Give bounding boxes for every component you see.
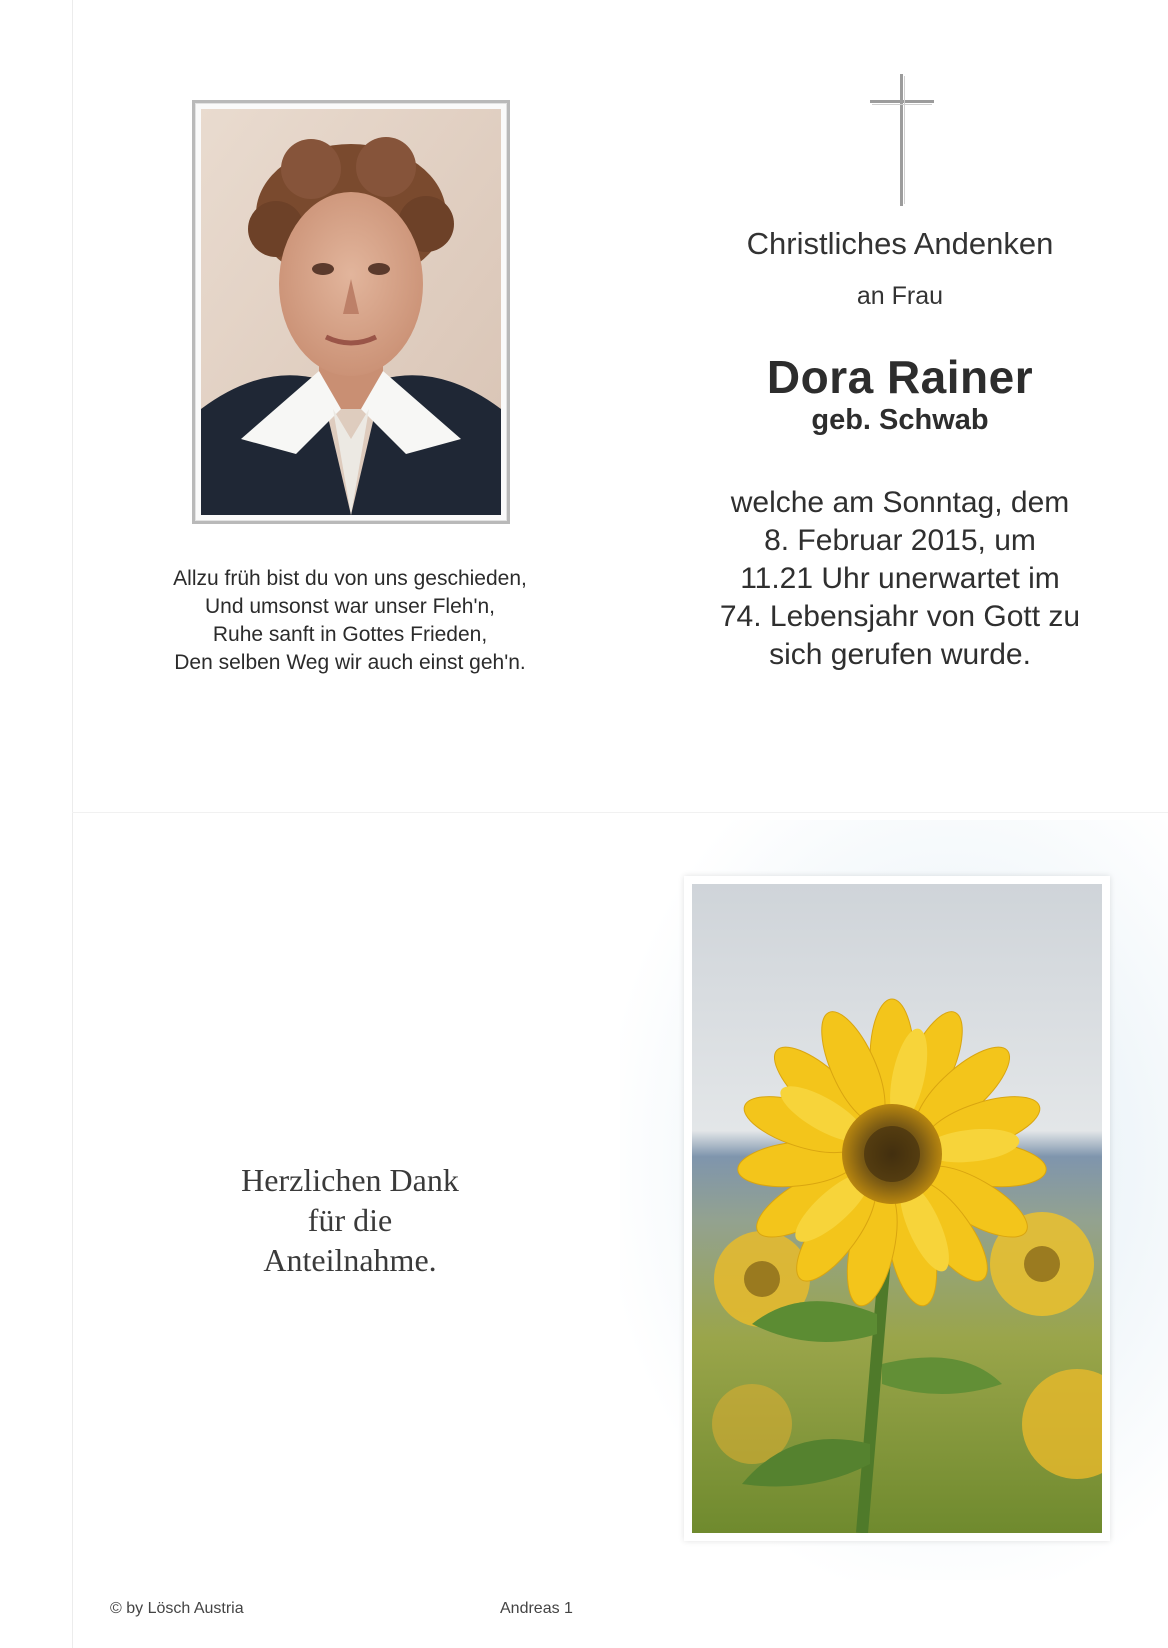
announcement-line: sich gerufen wurde. <box>769 638 1031 671</box>
announcement-line: 74. Lebensjahr von Gott zu <box>719 600 1081 633</box>
portrait-frame <box>192 100 510 524</box>
poem-line: Und umsonst war unser Fleh'n, <box>205 595 495 618</box>
memorial-heading: Christliches Andenken <box>746 226 1054 261</box>
thanks-line: Anteilnahme. <box>263 1242 437 1278</box>
thanks-message <box>180 1160 520 1280</box>
panel-divider <box>72 812 1168 813</box>
cross-icon <box>870 74 934 206</box>
sunflower-frame <box>684 876 1110 1541</box>
poem-line: Den selben Weg wir auch einst geh'n. <box>174 651 526 674</box>
announcement-line: 8. Februar 2015, um <box>764 524 1036 557</box>
deceased-name: Dora Rainer <box>766 351 1034 403</box>
announcement-line: welche am Sonntag, dem <box>730 486 1070 519</box>
card-design-code: Andreas 1 <box>500 1600 573 1617</box>
death-announcement <box>680 484 1120 674</box>
thanks-line: Herzlichen Dank <box>241 1162 459 1198</box>
poem <box>130 565 570 677</box>
poem-line: Allzu früh bist du von uns geschieden, <box>173 567 527 590</box>
poem-line: Ruhe sanft in Gottes Frieden, <box>212 623 488 646</box>
sunflower-photo <box>692 884 1102 1533</box>
announcement-line: 11.21 Uhr unerwartet im <box>740 562 1060 595</box>
maiden-name: geb. Schwab <box>811 404 989 436</box>
copyright-notice: © by Lösch Austria <box>110 1600 244 1617</box>
page-fold-line <box>72 0 73 1648</box>
portrait-photo <box>201 109 501 515</box>
thanks-line: für die <box>307 1202 393 1238</box>
addressee: an Frau <box>856 282 944 310</box>
